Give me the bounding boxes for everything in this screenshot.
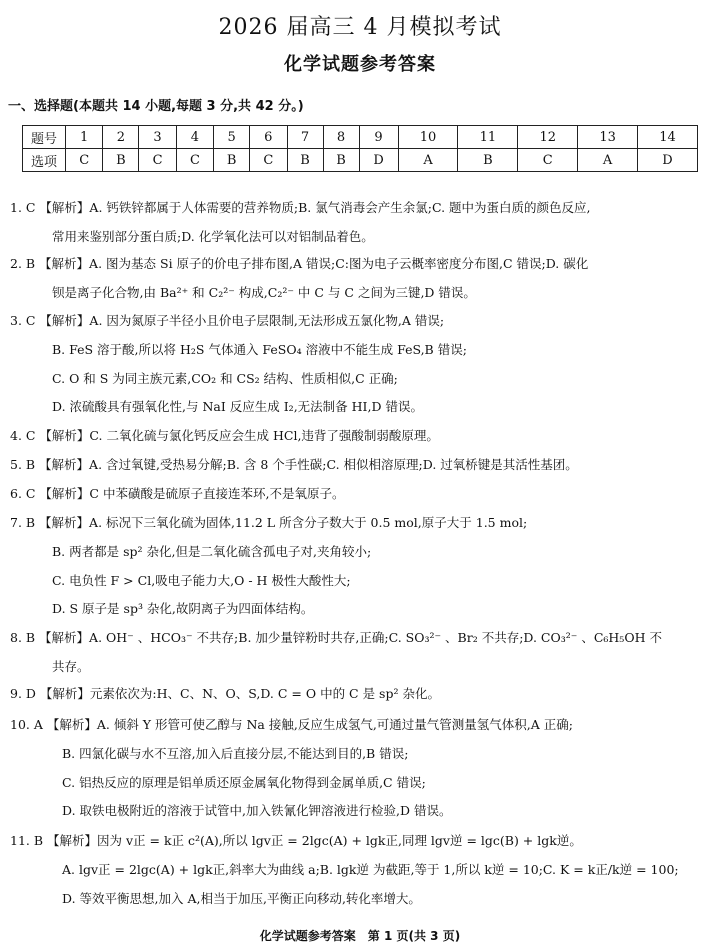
section-heading: 一、选择题(本题共 14 小题,每题 3 分,共 42 分。) — [8, 99, 304, 114]
answer-table — [22, 125, 698, 172]
explanation-line: D. 浓硫酸具有强氧化性,与 NaI 反应生成 I₂,无法制备 HI,D 错误。 — [52, 399, 423, 415]
page-footer: 化学试题参考答案 第 1 页(共 3 页) — [259, 929, 461, 943]
explanation-line: 10. A 【解析】A. 倾斜 Y 形管可使乙醇与 Na 接触,反应生成氢气,可通过量气管测量氢气体积,A 正确; — [10, 717, 573, 732]
answer-choice-cell: C — [250, 149, 287, 172]
explanation-line: C. O 和 S 为同主族元素,CO₂ 和 CS₂ 结构、性质相似,C 正确; — [52, 370, 398, 386]
explanation-line: B. 四氯化碳与水不互溶,加入后直接分层,不能达到目的,B 错误; — [62, 745, 409, 761]
answer-choice-cell: B — [323, 149, 359, 172]
question-number-cell: 2 — [103, 126, 139, 149]
question-number-cell: 8 — [323, 126, 359, 149]
answer-choice-cell: B — [103, 149, 139, 172]
explanation-line: D. 等效平衡思想,加入 A,相当于加压,平衡正向移动,转化率增大。 — [62, 890, 421, 906]
explanation-line: B. 两者都是 sp² 杂化,但是二氧化硫含孤电子对,夹角较小; — [52, 543, 372, 559]
explanation-line: 2. B 【解析】A. 图为基态 Si 原子的价电子排布图,A 错误;C:图为电子云概率密度分布图,C 错误;D. 碳化 — [10, 256, 589, 271]
answer-choice-cell: A — [578, 149, 638, 172]
explanation-line: C. 电负性 F > Cl,吸电子能力大,O - H 极性大酸性大; — [52, 572, 351, 588]
answer-choice-cell: C — [518, 149, 578, 172]
explanation-line: 1. C 【解析】A. 钙铁锌都属于人体需要的营养物质;B. 氯气消毒会产生余氯;C. 题中为蛋白质的颜色反应, — [10, 200, 591, 215]
page-subtitle: 化学试题参考答案 — [284, 54, 436, 75]
question-number-cell: 4 — [176, 126, 213, 149]
explanation-line: 共存。 — [52, 658, 90, 674]
answer-table-choice-row — [23, 149, 698, 172]
explanation-line: B. FeS 溶于酸,所以将 H₂S 气体通入 FeSO₄ 溶液中不能生成 FeS,B 错误; — [52, 341, 467, 357]
question-number-cell: 3 — [139, 126, 176, 149]
answer-choice-cell: D — [359, 149, 398, 172]
answer-choice-cell: A — [398, 149, 458, 172]
question-number-cell: 14 — [638, 126, 698, 149]
answer-choice-cell: B — [458, 149, 518, 172]
question-number-cell: 13 — [578, 126, 638, 149]
answer-choice-cell: B — [287, 149, 323, 172]
answer-choice-cell: D — [638, 149, 698, 172]
answer-choice-cell: C — [176, 149, 213, 172]
explanation-line: D. S 原子是 sp³ 杂化,故阴离子为四面体结构。 — [52, 601, 314, 617]
explanation-line: 4. C 【解析】C. 二氧化硫与氯化钙反应会生成 HCl,违背了强酸制弱酸原理。 — [10, 428, 439, 443]
answer-choice-cell: C — [139, 149, 176, 172]
explanation-line: C. 铝热反应的原理是铝单质还原金属氧化物得到金属单质,C 错误; — [62, 774, 426, 790]
explanation-line: D. 取铁电极附近的溶液于试管中,加入铁氰化钾溶液进行检验,D 错误。 — [62, 803, 452, 819]
answer-table-number-row — [23, 126, 698, 149]
explanation-line: 3. C 【解析】A. 因为氮原子半径小且价电子层限制,无法形成五氯化物,A 错误; — [10, 313, 445, 328]
explanation-line: 钡是离子化合物,由 Ba²⁺ 和 C₂²⁻ 构成,C₂²⁻ 中 C 与 C 之间为三键,D 错误。 — [52, 284, 476, 300]
question-number-cell: 10 — [398, 126, 458, 149]
page-title: 2026 届高三 4 月模拟考试 — [218, 15, 502, 40]
question-number-cell: 6 — [250, 126, 287, 149]
explanation-line: 常用来鉴别部分蛋白质;D. 化学氧化法可以对铝制品着色。 — [52, 228, 374, 244]
explanation-line: 11. B 【解析】因为 v正 = k正 c²(A),所以 lgv正 = 2lgc(A) + lgk正,同理 lgv逆 = lgc(B) + lgk逆。 — [10, 833, 582, 848]
question-number-cell: 11 — [458, 126, 518, 149]
answer-choice-cell: C — [66, 149, 103, 172]
answer-choice-cell: B — [214, 149, 250, 172]
explanation-line: 7. B 【解析】A. 标况下三氧化硫为固体,11.2 L 所含分子数大于 0.5 mol,原子大于 1.5 mol; — [10, 515, 528, 530]
explanation-line: 9. D 【解析】元素依次为:H、C、N、O、S,D. C = O 中的 C 是 sp² 杂化。 — [10, 686, 440, 701]
question-number-cell: 5 — [214, 126, 250, 149]
row-label-choice: 选项 — [23, 149, 66, 172]
explanation-line: 6. C 【解析】C 中苯磺酸是硫原子直接连苯环,不是氧原子。 — [10, 486, 345, 501]
explanation-line: 8. B 【解析】A. OH⁻ 、HCO₃⁻ 不共存;B. 加少量锌粉时共存,正确;C. SO₃²⁻ 、Br₂ 不共存;D. CO₃²⁻ 、C₆H₅OH 不 — [10, 630, 662, 645]
row-label-number: 题号 — [23, 126, 66, 149]
question-number-cell: 7 — [287, 126, 323, 149]
explanation-line: 5. B 【解析】A. 含过氧键,受热易分解;B. 含 8 个手性碳;C. 相似相溶原理;D. 过氧桥键是其活性基团。 — [10, 457, 578, 472]
question-number-cell: 1 — [66, 126, 103, 149]
explanation-line: A. lgv正 = 2lgc(A) + lgk正,斜率大为曲线 a;B. lgk逆 为截距,等于 1,所以 k逆 = 10;C. K = k正/k逆 = 100; — [62, 861, 679, 877]
question-number-cell: 12 — [518, 126, 578, 149]
question-number-cell: 9 — [359, 126, 398, 149]
